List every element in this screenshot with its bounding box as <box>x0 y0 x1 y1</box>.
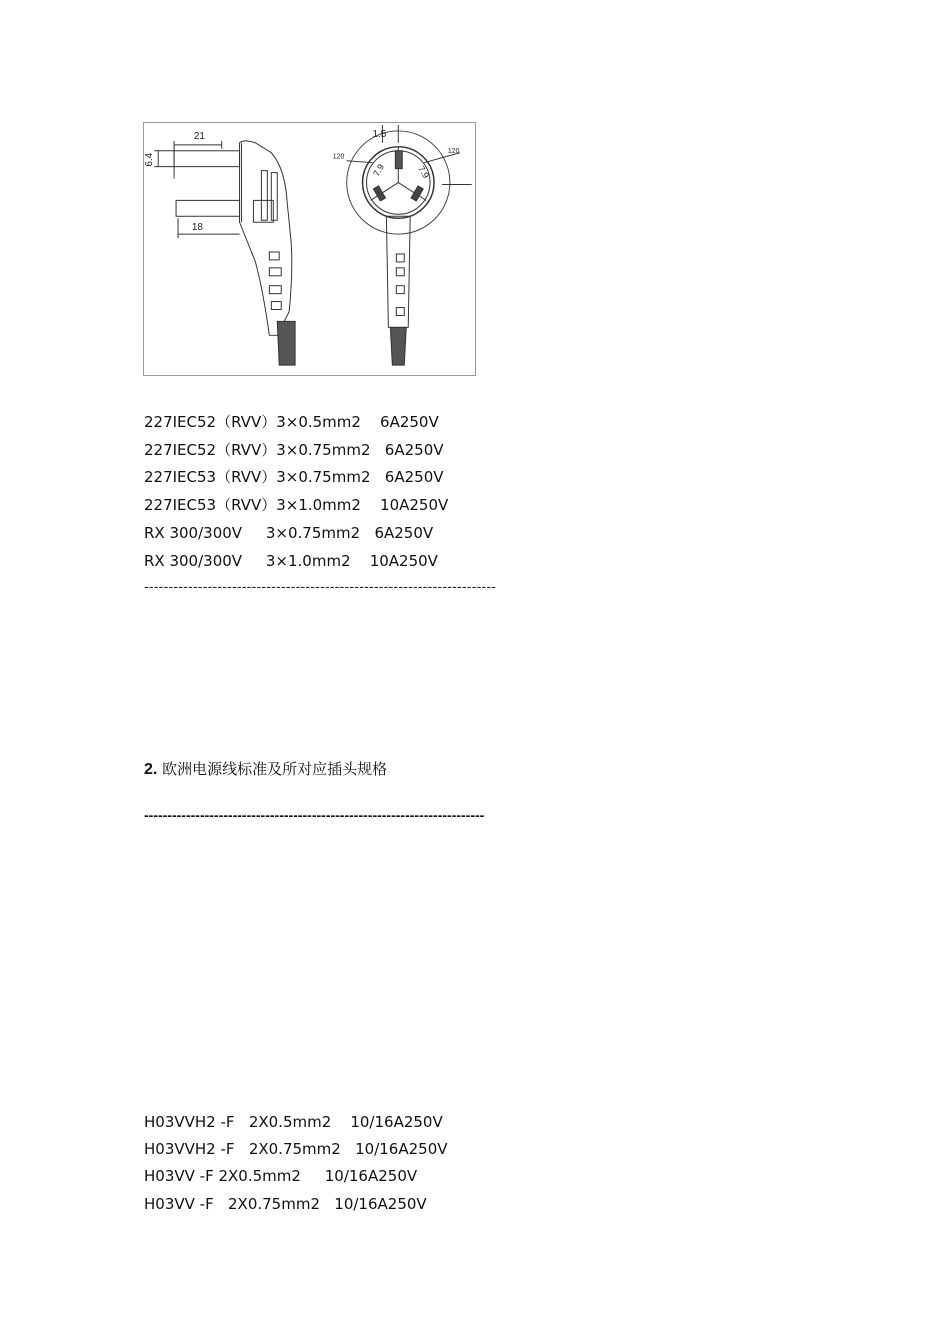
dim-label-18: 18 <box>191 222 203 234</box>
china-spec-5: RX 300/300V 3×0.75mm2 6A250V <box>144 524 434 542</box>
plug-body-side <box>240 141 292 335</box>
earth-pin <box>395 151 402 169</box>
china-spec-4: 227IEC53（RVV）3×1.0mm2 10A250V <box>144 496 449 514</box>
live-pin <box>373 186 385 201</box>
section-2-title: 欧洲电源线标准及所对应插头规格 <box>157 760 388 778</box>
section-2-number: 2. <box>144 761 158 778</box>
angle-label-right: 120 <box>447 147 460 155</box>
europe-spec-3: H03VV -F 2X0.5mm2 10/16A250V <box>144 1167 418 1185</box>
separator-thin: ------------------------------------------------------------------------ <box>144 580 497 595</box>
china-spec-2: 227IEC52（RVV）3×0.75mm2 6A250V <box>144 441 444 459</box>
neutral-pin <box>411 186 423 201</box>
china-spec-6: RX 300/300V 3×1.0mm2 10A250V <box>144 552 438 570</box>
angle-label-left: 120 <box>332 153 345 161</box>
section-2-rule: ------------------------------------------------------------------------- <box>144 807 485 823</box>
china-spec-3: 227IEC53（RVV）3×0.75mm2 6A250V <box>144 468 444 486</box>
dim-label-6-4: 6.4 <box>144 152 156 167</box>
plug-drawing <box>143 122 476 376</box>
section-2-heading <box>144 758 387 781</box>
europe-spec-2: H03VVH2 -F 2X0.75mm2 10/16A250V <box>144 1140 448 1158</box>
cable-side <box>277 321 295 365</box>
dim-label-1-5: 1.5 <box>372 128 387 140</box>
cable-front <box>390 327 406 365</box>
europe-spec-1: H03VVH2 -F 2X0.5mm2 10/16A250V <box>144 1113 443 1131</box>
europe-spec-4: H03VV -F 2X0.75mm2 10/16A250V <box>144 1195 427 1213</box>
plug-drawing-svg <box>144 123 475 375</box>
dim-label-7-9-left: 7.9 <box>371 162 387 179</box>
dim-label-21: 21 <box>193 130 205 142</box>
china-spec-1: 227IEC52（RVV）3×0.5mm2 6A250V <box>144 413 439 431</box>
dim-label-7-9-right: 7.9 <box>416 164 431 180</box>
plug-body-front <box>386 216 410 327</box>
pin-bottom <box>176 200 239 216</box>
pin-top <box>174 151 239 167</box>
